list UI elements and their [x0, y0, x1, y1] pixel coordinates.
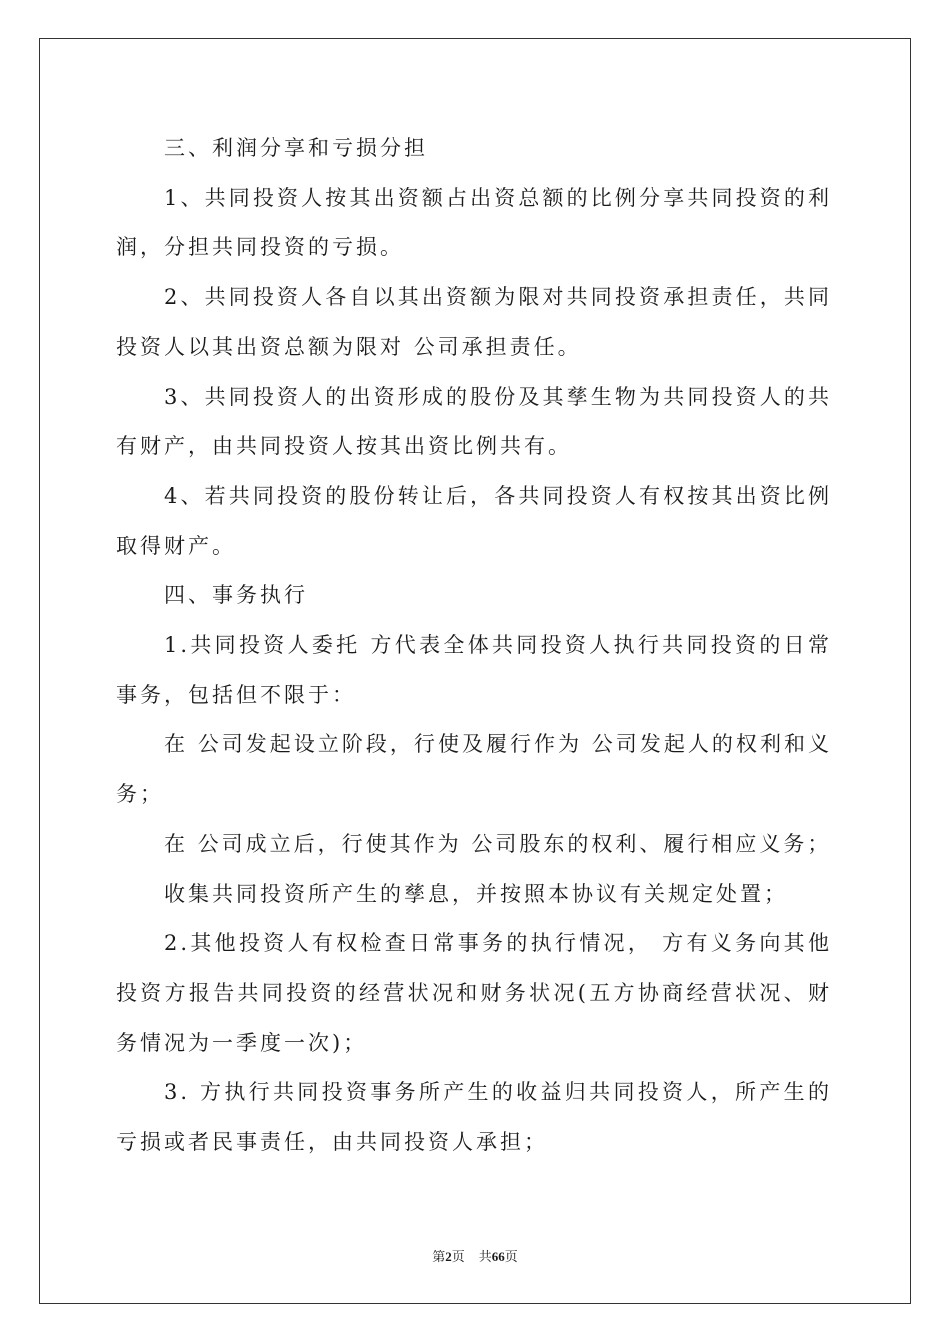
paragraph-2: 2、共同投资人各自以其出资额为限对共同投资承担责任，共同投资人以其出资总额为限对 公司承担责任。	[116, 285, 832, 359]
section-heading-profit-loss: 三、利润分享和亏损分担	[164, 136, 428, 160]
paragraph-1: 1、共同投资人按其出资额占出资总额的比例分享共同投资的利润，分担共同投资的亏损。	[116, 185, 832, 260]
paragraph-affairs-1c: 收集共同投资所产生的孳息，并按照本协议有关规定处置；	[164, 881, 788, 906]
footer-total-pages: 66	[491, 1249, 505, 1264]
paragraph-affairs-1b: 在 公司成立后，行使其作为 公司股东的权利、履行相应义务；	[164, 831, 832, 856]
footer-total-suffix: 页	[504, 1250, 518, 1265]
footer-page-suffix: 页	[451, 1250, 465, 1265]
paragraph-affairs-1: 1.共同投资人委托 方代表全体共同投资人执行共同投资的日常事务，包括但不限于：	[116, 633, 832, 707]
section-heading-affairs: 四、事务执行	[164, 583, 308, 608]
paragraph-affairs-2: 2.其他投资人有权检查日常事务的执行情况， 方有义务向其他投资方报告共同投资的经营状况和财务状况(五方协商经营状况、财务情况为一季度一次)；	[116, 931, 832, 1055]
footer-page-prefix: 第	[432, 1250, 446, 1265]
paragraph-affairs-1a: 在 公司发起设立阶段，行使及履行作为 公司发起人的权利和义务；	[116, 732, 832, 807]
footer-page-number: 2	[445, 1249, 452, 1264]
paragraph-affairs-3: 3. 方执行共同投资事务所产生的收益归共同投资人，所产生的亏损或者民事责任，由共同投资人承担；	[116, 1080, 832, 1155]
document-body	[116, 124, 832, 1168]
page-footer	[0, 1246, 950, 1265]
paragraph-4: 4、若共同投资的股份转让后，各共同投资人有权按其出资比例取得财产。	[116, 483, 832, 558]
paragraph-3: 3、共同投资人的出资形成的股份及其孳生物为共同投资人的共有财产，由共同投资人按其出资比例共有。	[116, 384, 832, 459]
footer-total-prefix: 共	[478, 1250, 492, 1265]
